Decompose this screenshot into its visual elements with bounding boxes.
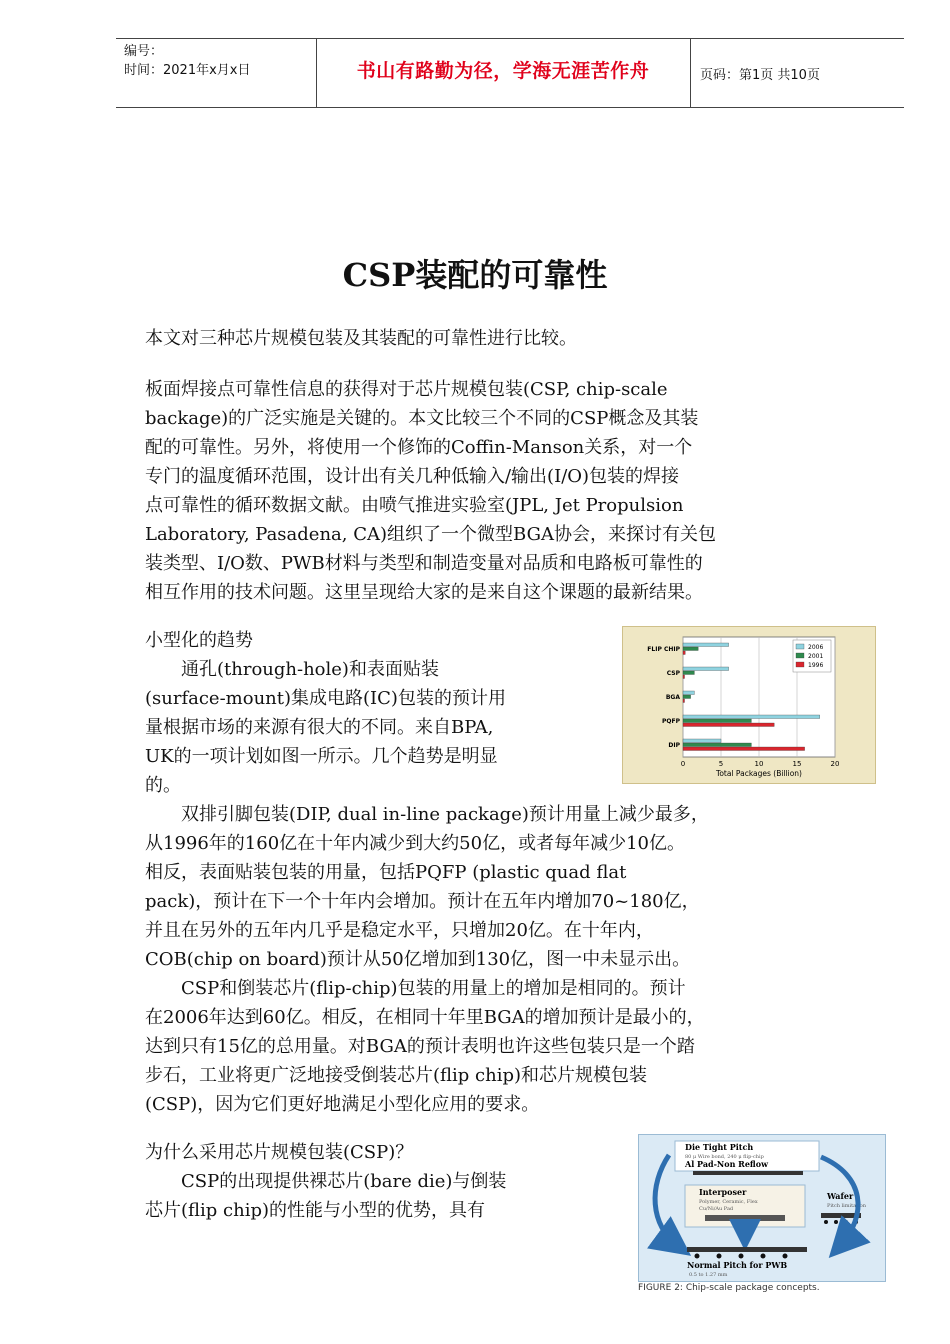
die-strip	[693, 1171, 803, 1175]
header-meta	[124, 42, 250, 80]
diagram-label: Al Pad-Non Reflow	[685, 1159, 768, 1169]
x-tick-label: 10	[754, 760, 764, 768]
diagram-label: Die Tight Pitch	[685, 1142, 754, 1152]
text-line: COB(chip on board)预计从50亿增加到130亿，图一中未显示出。	[145, 949, 691, 970]
legend-swatch	[796, 644, 804, 649]
diagram-label: Interposer	[699, 1187, 747, 1197]
pwb-package	[687, 1247, 807, 1252]
text-line: CSP和倒装芯片(flip-chip)包装的用量上的增加是相同的。预计	[145, 978, 686, 999]
text-line: 通孔(through-hole)和表面贴装	[145, 659, 439, 680]
text-line: pack)，预计在下一个十年内会增加。预计在五年内增加70~180亿，	[145, 891, 700, 912]
text-line: (surface-mount)集成电路(IC)包装的预计用	[145, 688, 506, 709]
bar-1996	[683, 699, 685, 703]
text-line: 专门的温度循环范围，设计出有关几种低输入/输出(I/O)包装的焊接	[145, 466, 680, 487]
bar-2001	[683, 695, 691, 699]
bar-2001	[683, 647, 698, 651]
text-line: CSP的出现提供裸芯片(bare die)与倒装	[145, 1171, 507, 1192]
figure-1-chart	[622, 626, 876, 784]
text-line: UK的一项计划如图一所示。几个趋势是明显	[145, 746, 498, 767]
diagram-label: Cu/Ni/Au Pad	[699, 1206, 734, 1212]
section-heading: 小型化的趋势	[145, 630, 253, 651]
csp-concepts-diagram	[639, 1135, 885, 1281]
diagram-label: Pitch limitation	[827, 1203, 866, 1209]
bar-2006	[683, 691, 694, 695]
text-line: 双排引脚包装(DIP, dual in-line package)预计用量上减少最多，	[145, 804, 709, 825]
legend-swatch	[796, 653, 804, 658]
bar-2006	[683, 667, 729, 671]
text-line: 从1996年的160亿在十年内减少到大约50亿，或者每年减少10亿。	[145, 833, 685, 854]
category-label: DIP	[668, 742, 680, 749]
header-divider	[690, 38, 691, 108]
text-line: 芯片(flip chip)的性能与小型的优势，具有	[145, 1200, 486, 1221]
bar-2001	[683, 671, 694, 675]
text-line: 量根据市场的来源有很大的不同。来自BPA,	[145, 717, 494, 738]
legend-label: 2001	[808, 653, 824, 660]
bar-1996	[683, 723, 774, 727]
text-line: 装类型、I/O数、PWB材料与类型和制造变量对品质和电路板可靠性的	[145, 553, 703, 574]
header-bottom-rule	[116, 107, 904, 108]
category-label: FLIP CHIP	[647, 646, 680, 653]
bar-2006	[683, 739, 721, 743]
interposer-package	[705, 1215, 785, 1221]
bar-2006	[683, 643, 729, 647]
document-title: CSP装配的可靠性	[342, 256, 608, 294]
legend-label: 1996	[808, 662, 824, 669]
diagram-label: 80 μ Wire bond, 240 μ flip-chip	[685, 1154, 764, 1160]
legend-swatch	[796, 662, 804, 667]
bar-1996	[683, 651, 685, 655]
bar-1996	[683, 675, 685, 679]
text-line: 配的可靠性。另外，将使用一个修饰的Coffin-Manson关系，对一个	[145, 437, 693, 458]
time-label: 时间：2021年x月x日	[124, 63, 251, 78]
x-tick-label: 0	[680, 760, 686, 768]
header-divider	[316, 38, 317, 108]
figure-2-diagram	[638, 1134, 886, 1282]
category-label: BGA	[665, 694, 680, 701]
x-tick-label: 5	[718, 760, 724, 768]
header-motto: 书山有路勤为径，学海无涯苦作舟	[356, 60, 650, 82]
bar-chart	[623, 627, 875, 783]
document-header	[116, 38, 904, 108]
x-tick-label: 20	[830, 760, 840, 768]
text-line: 相反，表面贴装包装的用量，包括PQFP (plastic quad flat	[145, 862, 627, 883]
page-number: 页码：第1页 共10页	[700, 68, 820, 83]
text-line: 达到只有15亿的总用量。对BGA的预计表明也许这些包装只是一个踏	[145, 1036, 695, 1057]
text-line: 相互作用的技术问题。这里呈现给大家的是来自这个课题的最新结果。	[145, 582, 703, 603]
x-axis-label: Total Packages (Billion)	[716, 769, 802, 778]
number-label: 编号：	[124, 44, 164, 59]
figure-2-caption: FIGURE 2: Chip-scale package concepts.	[638, 1283, 820, 1293]
flow-arrow	[821, 1157, 858, 1247]
text-line: 板面焊接点可靠性信息的获得对于芯片规模包装(CSP, chip-scale	[145, 379, 668, 400]
legend-label: 2006	[808, 644, 824, 651]
diagram-label: Normal Pitch for PWB	[687, 1260, 788, 1270]
diagram-label: 0.5 to 1.27 mm	[689, 1272, 728, 1278]
diagram-label: Wafer	[827, 1191, 854, 1201]
bar-2006	[683, 715, 820, 719]
text-line: 步石，工业将更广泛地接受倒装芯片(flip chip)和芯片规模包装	[145, 1065, 648, 1086]
category-label: CSP	[666, 670, 680, 677]
bar-2001	[683, 719, 751, 723]
intro-paragraph: 本文对三种芯片规模包装及其装配的可靠性进行比较。	[145, 328, 577, 349]
diagram-label: Polymer, Ceramic, Flex	[699, 1199, 758, 1205]
text-line: 在2006年达到60亿。相反，在相同十年里BGA的增加预计是最小的，	[145, 1007, 705, 1028]
section-heading: 为什么采用芯片规模包装(CSP)？	[145, 1142, 414, 1163]
category-label: PQFP	[662, 718, 680, 725]
x-tick-label: 15	[792, 760, 802, 768]
text-line: 的。	[145, 775, 181, 796]
bar-1996	[683, 747, 805, 751]
text-line: 点可靠性的循环数据文献。由喷气推进实验室(JPL, Jet Propulsion	[145, 495, 684, 516]
text-line: 并且在另外的五年内几乎是稳定水平，只增加20亿。在十年内，	[145, 920, 654, 941]
text-line: (CSP)，因为它们更好地满足小型化应用的要求。	[145, 1094, 540, 1115]
text-line: Laboratory, Pasadena, CA)组织了一个微型BGA协会，来探讨有关包	[145, 524, 716, 545]
bar-2001	[683, 743, 751, 747]
text-line: backage)的广泛实施是关键的。本文比较三个不同的CSP概念及其装	[145, 408, 699, 429]
header-top-rule	[116, 38, 904, 39]
